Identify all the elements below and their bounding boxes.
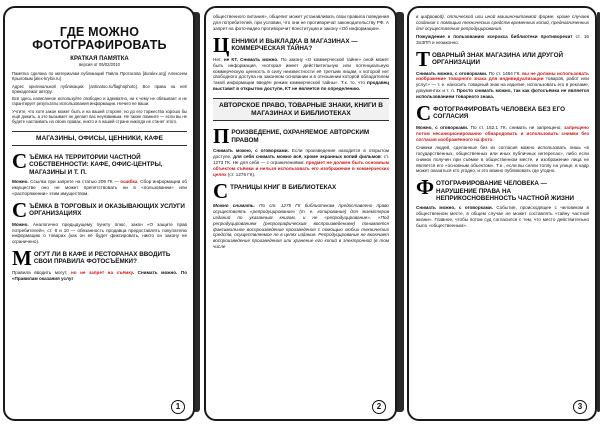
section-paragraph: Снимать можно, с оговорками. По ст. 1484 ГК, вы не должны использовать изображение товарного знака для индивидуализации товаров, работ или услуг» — т. е. наносить товарный знак на изделие, использовать его в рекламе, документах и т. п. Просто снимать можно, так как фотосъёмка не является использованием товарного знака.	[416, 70, 589, 100]
section-paragraph: Правила вводить могут, но не запрет на съёмку. Снимать можно. По «Правилам оказания услуг	[12, 270, 187, 282]
leaflet-page-1	[3, 6, 195, 421]
intro-paragraph: Всё здесь написанное используйте свободно и адекватно, ни к чему не обязывает и не гарантирует результаты использования информации. Ничего не ваши.	[12, 96, 187, 107]
section-band: АВТОРСКОЕ ПРАВО, ТОВАРНЫЕ ЗНАКИ, КНИГИ В МАГАЗИНАХ И БИБЛИОТЕКАХ	[213, 98, 389, 121]
section-heading	[12, 149, 187, 176]
drop-cap: М	[12, 246, 32, 271]
leaflet-page-2	[204, 6, 397, 421]
section-heading-text: ЪЁМКА НА ТЕРРИТОРИИ ЧАСТНОЙ СОБСТВЕННОСТИ: КАФЕ, ОФИС-ЦЕНТРЫ, МАГАЗИНЫ И Т. П.	[29, 154, 163, 176]
section-heading	[416, 46, 589, 71]
drop-cap: П	[213, 124, 230, 149]
section-heading	[416, 101, 589, 126]
drop-cap: Ф	[416, 175, 435, 200]
section-heading	[213, 178, 389, 203]
section-heading-text: ОВАРНЫЙ ЗНАК МАГАЗИНА ИЛИ ДРУГОЙ ОРГАНИЗАЦИИ	[432, 51, 563, 66]
section-heading-text: РОИЗВЕДЕНИЕ, ОХРАНЯЕМОЕ АВТОРСКИМ ПРАВОМ	[231, 129, 370, 144]
section-heading-text: ТРАНИЦЫ КНИГ В БИБЛИОТЕКАХ	[230, 183, 337, 191]
page-number: 1	[171, 400, 185, 414]
section-heading-text: ОГУТ ЛИ В КАФЕ И РЕСТОРАНАХ ВВОДИТЬ СВОИ ПРАВИЛА ФОТОСЪЁМКИ?	[33, 251, 171, 266]
section-paragraph: Снимать можно, с оговорками. Событие, происходящее с человеком в общественном месте, в общем случае не может составлять «тайну частной жизни». Главное, чтобы потом суд согласился с тем, что место действительно было «общественным».	[416, 204, 589, 228]
drop-cap: С	[12, 197, 28, 222]
section-heading	[213, 32, 389, 57]
leaflet-page-3	[407, 6, 597, 421]
section-paragraph: в цифровой), оптической или иной машиночитаемой форме, кроме случаев создания с помощью технических средств временных копий, предназначенных для осуществления репродуцирования.	[416, 14, 589, 31]
section-heading	[12, 246, 187, 271]
section-paragraph: Можно снимать. По ст. 1275 ГК библиотекам предоставлено право осуществлять «репродуцирование» (т. е. копирование) для экземпляров изданий по указанным книгам, и не «репродуцирование». «Под репродуцированием (репрографическим воспроизведением) понимается факсимильное воспроизведение произведения с помощью любых технических средств, осуществляемое не в целях издания. Репродуцирование не включает воспроизведение произведения или хранение его копий в электронной (в том числе	[213, 202, 389, 250]
drop-cap: С	[416, 101, 432, 126]
section-paragraph: Можно. Аналогично предыдущему пункту плюс, закон «О защите прав потребителей», ст. 8 и 10 — обязанность продавца предоставлять покупателю информацию о товарах (как он её будет фиксировать, никто он закону не ограничено).	[12, 221, 187, 245]
version-date: версия от 05/02/2010	[79, 62, 120, 67]
section-paragraph: общественного питания», общепит может устанавливать свои правила поведения для потребителей, при условии, что они не противоречат законодательству РФ. А запрет на фото-видео противоречит Конституции и закону «Об информации».	[213, 14, 389, 31]
intro-paragraph: Адрес оригинальной публикации: [antinatoo.ru/flaghophoto]. Все права на неё принадлежат автору.	[12, 83, 187, 94]
section-heading	[416, 175, 589, 202]
section-paragraph: Пожуждение к пользованию ксерокса библиотеки противоречит ст. 16 ЗоЗПП и незаконно.	[416, 33, 589, 45]
section-paragraph: Нет, не КТ. Снимать можно. По закону «О коммерческой тайне» оной может быть информация, «которая имеет действительную или потенциальную коммерческую ценность в силу неизвестности её третьим лицам, к которой нет свободного доступа на законном основании и в отношении которой обладателем такой информации введён режим коммерческой тайны». Т.к. то, что продавец выставит в открытом доступе, КТ не является по определению.	[213, 56, 389, 92]
section-heading	[213, 124, 389, 149]
drop-cap: Ц	[213, 32, 230, 57]
drop-cap: С	[12, 149, 28, 174]
section-heading-text: ЕННИКИ И ВЫКЛАДКА В МАГАЗИНАХ — КОММЕРЧЕСКАЯ ТАЙНА?	[231, 37, 358, 52]
section-heading	[12, 197, 187, 222]
page-number: 3	[573, 400, 587, 414]
section-paragraph: Можно, с оговорками. По ст. 152.1 ГК, снимать не запрещено; запрещено потом несанкционированно обнародовать и использовать снимки без согласия изображённого на фото.	[416, 125, 589, 142]
leaflet-subtitle: КРАТКАЯ ПАМЯТКА	[70, 56, 129, 62]
section-paragraph: Снимки людей, сделанные без их согласия можно использовать лишь «в государственных, общественных или иных публичных интересах», либо если снимок получен при съёмке в общественном месте, и изображение лица не является его «основным объектом». Т.е., если вы сняли толпу на улице, в кадр может оказаться кто угодно, и это можно публиковать где угодно.	[416, 144, 589, 174]
section-paragraph: Снимать можно, с оговорками. Если произведение находится в открытом доступе, для себя снимать можно всё, кроме экранных копий фильмов: ст. 1273 ГК. Не для себя — с ограничениями: предмет не должен быть основным объектом съёмки и нельзя использовать его изображение в коммерческих целях (ст. 1276 ГК).	[213, 148, 389, 177]
drop-cap: С	[213, 178, 229, 203]
section-paragraph: Можно. Ссылка при запрете на статью 209 ГК — ошибка. Сбор информации об имуществе оно не может препятствовать ни в «пользовании» или «распоряжении» этим имуществом.	[12, 178, 187, 196]
intro-paragraph: Памятка сделана по материалам публикаций Павла Протасова [duralex.org] Алексеем Крыловым [alex-krylov.ru]	[12, 71, 187, 82]
section-heading-text: ЪЁМКА В ТОРГОВЫХ И ОКАЗЫВАЮЩИХ УСЛУГИ ОРГАНИЗАЦИЯХ	[29, 202, 185, 217]
section-heading-text: ОТОГРАФИРОВАНИЕ ЧЕЛОВЕКА — НАРУШЕНИЕ ПРАВА НА НЕПРИКОСНОВЕННОСТЬ ЧАСТНОЙ ЖИЗНИ	[436, 180, 575, 202]
leaflet-title: ГДЕ МОЖНО ФОТОГРАФИРОВАТЬ	[32, 25, 167, 52]
section-heading-text: ФОТОГРАФИРОВАТЬ ЧЕЛОВЕКА БЕЗ ЕГО СОГЛАСИЯ	[433, 106, 565, 121]
page-number: 2	[372, 400, 386, 414]
drop-cap: Т	[416, 46, 431, 71]
section-band: МАГАЗИНЫ, ОФИСЫ, ЦЕННИКИ, КАФЕ	[12, 131, 187, 147]
intro-paragraph: Учтите, что хотя закон может быть и на вашей стороне, но до его торжества хорошо бы ещё дожить, а это вызывает не делает вас неуязвимым. Не также помните — если вы не будете настаивать на своих правах, никто и в нашей стране никогда не станет этого.	[12, 108, 187, 125]
